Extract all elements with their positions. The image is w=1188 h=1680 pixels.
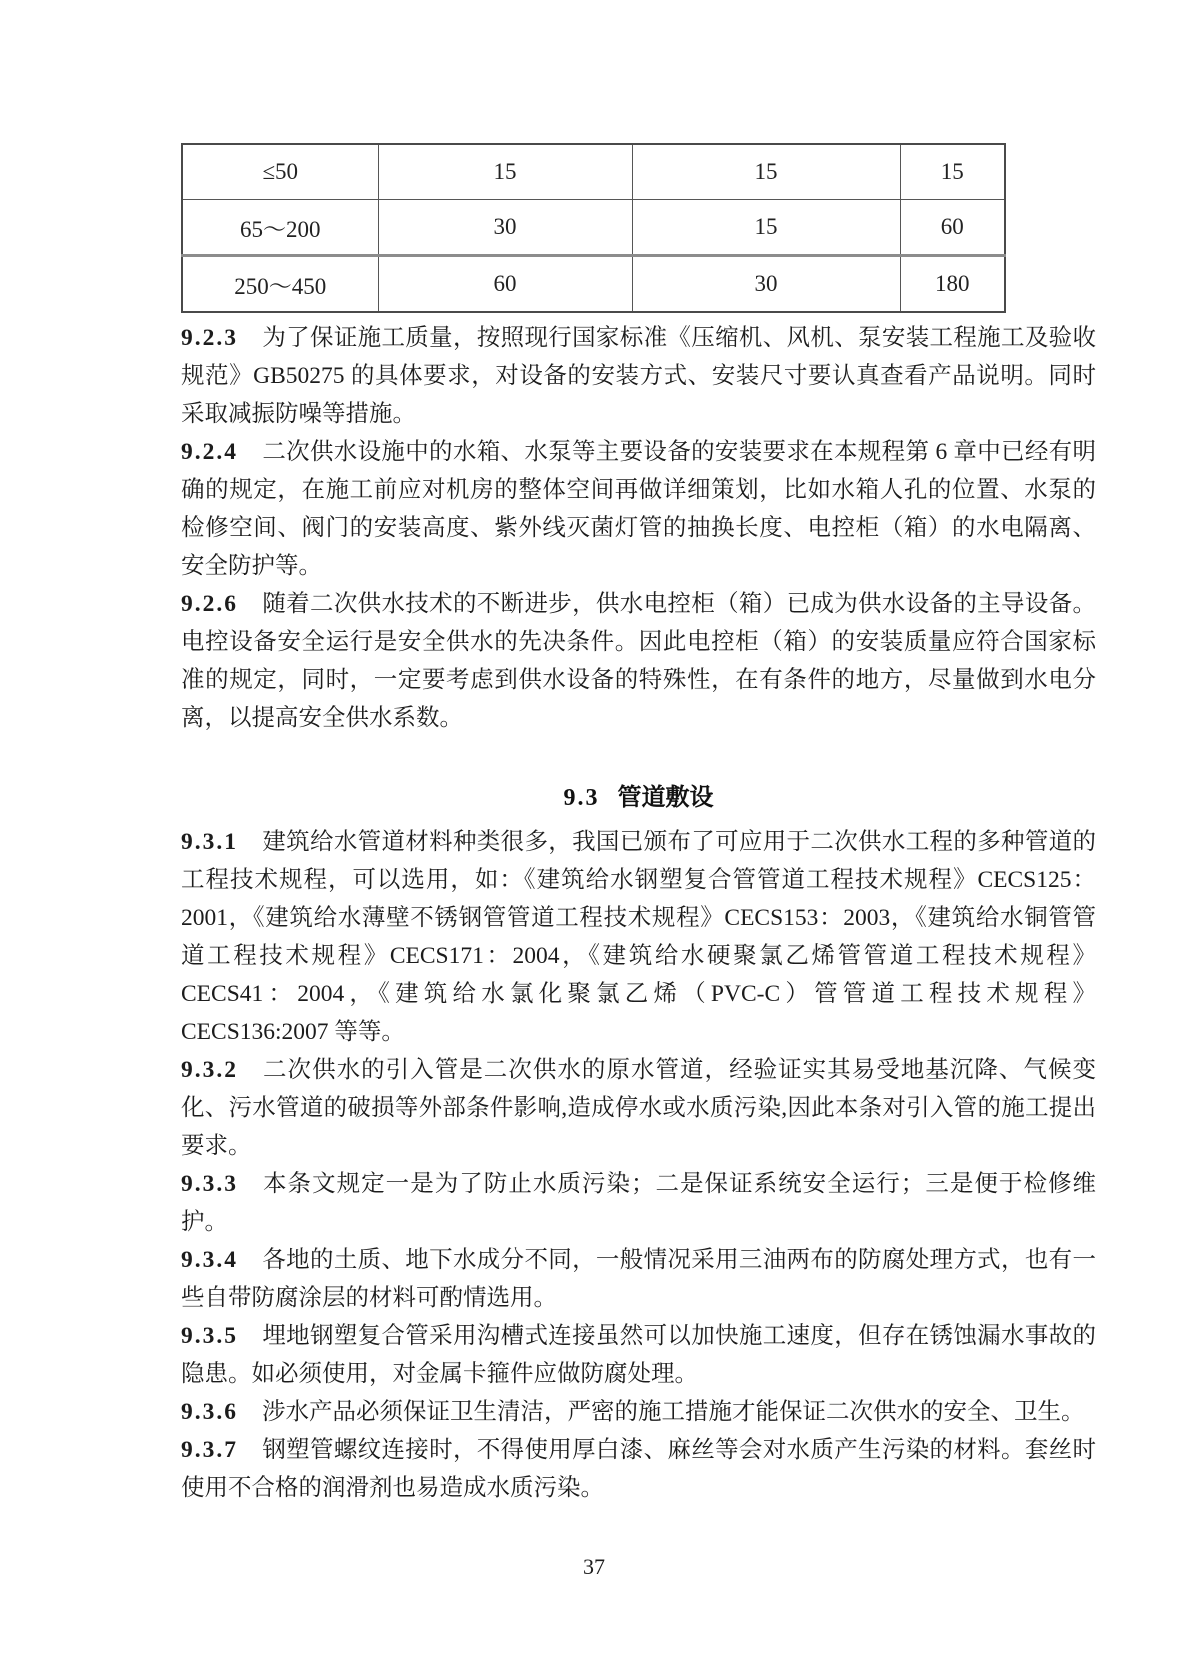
clause-number: 9.2.6 xyxy=(181,591,238,617)
clause-9-3-6 xyxy=(181,1393,1096,1431)
table-row xyxy=(182,144,1005,200)
clause-number: 9.2.4 xyxy=(181,439,238,465)
clause-text: 二次供水设施中的水箱、水泵等主要设备的安装要求在本规程第 6 章中已经有明确的规定，在施工前应对机房的整体空间再做详细策划，比如水箱人孔的位置、水泵的检修空间、阀门的安装高度、紫外线灭菌灯管的抽换长度、电控柜（箱）的水电隔离、安全防护等。 xyxy=(181,439,1096,579)
table-cell: 30 xyxy=(378,200,632,256)
clause-9-3-7 xyxy=(181,1431,1096,1507)
clause-9-2-3 xyxy=(181,319,1096,433)
clause-9-3-1 xyxy=(181,823,1096,1051)
clause-text: 钢塑管螺纹连接时，不得使用厚白漆、麻丝等会对水质产生污染的材料。套丝时使用不合格的润滑剂也易造成水质污染。 xyxy=(181,1437,1096,1501)
clause-text: 二次供水的引入管是二次供水的原水管道，经验证实其易受地基沉降、气候变化、污水管道的破损等外部条件影响,造成停水或水质污染,因此本条对引入管的施工提出要求。 xyxy=(181,1057,1096,1159)
clause-number: 9.3.1 xyxy=(181,829,238,855)
table-cell: 250～450 xyxy=(182,256,378,313)
clause-text: 建筑给水管道材料种类很多，我国已颁布了可应用于二次供水工程的多种管道的工程技术规程，可以选用，如：《建筑给水钢塑复合管管道工程技术规程》CECS125：2001，《建筑给水薄壁不锈钢管管道工程技术规程》CECS153：2003，《建筑给水铜管管道工程技术规程》CECS171：2004，《建筑给水硬聚氯乙烯管管道工程技术规程》CECS41：2004，《建筑给水氯化聚氯乙烯（PVC-C）管管道工程技术规程》CECS136:2007 等等。 xyxy=(181,829,1096,1045)
clause-number: 9.3.4 xyxy=(181,1247,238,1273)
table-cell: 30 xyxy=(632,256,900,313)
table-cell: 180 xyxy=(900,256,1005,313)
clause-number: 9.2.3 xyxy=(181,325,238,351)
table-cell: 15 xyxy=(632,144,900,200)
section-heading-9-3 xyxy=(181,779,1096,817)
clause-text: 为了保证施工质量，按照现行国家标准《压缩机、风机、泵安装工程施工及验收规范》GB50275 的具体要求，对设备的安装方式、安装尺寸要认真查看产品说明。同时采取减振防噪等措施。 xyxy=(181,325,1096,427)
table-cell: 65～200 xyxy=(182,200,378,256)
clause-block-9-2 xyxy=(181,319,1096,737)
clause-9-3-2 xyxy=(181,1051,1096,1165)
clause-number: 9.3.2 xyxy=(181,1057,238,1083)
clause-number: 9.3.5 xyxy=(181,1323,238,1349)
table-cell: ≤50 xyxy=(182,144,378,200)
clause-number: 9.3.3 xyxy=(181,1171,238,1197)
clause-number: 9.3.6 xyxy=(181,1399,238,1425)
table-cell: 15 xyxy=(632,200,900,256)
table-cell: 60 xyxy=(378,256,632,313)
table-cell: 15 xyxy=(900,144,1005,200)
clause-9-2-4 xyxy=(181,433,1096,585)
clause-9-3-4 xyxy=(181,1241,1096,1317)
clause-block-9-3 xyxy=(181,823,1096,1507)
table-cell: 60 xyxy=(900,200,1005,256)
table-cell: 15 xyxy=(378,144,632,200)
clause-9-3-3 xyxy=(181,1165,1096,1241)
section-title: 管道敷设 xyxy=(617,785,714,811)
clause-9-2-6 xyxy=(181,585,1096,737)
page-number: 37 xyxy=(583,1554,605,1579)
clause-text: 涉水产品必须保证卫生清洁，严密的施工措施才能保证二次供水的安全、卫生。 xyxy=(262,1399,1085,1425)
spec-table xyxy=(181,143,1006,313)
table-row xyxy=(182,256,1005,313)
table-row xyxy=(182,200,1005,256)
clause-text: 各地的土质、地下水成分不同，一般情况采用三油两布的防腐处理方式，也有一些自带防腐涂层的材料可酌情选用。 xyxy=(181,1247,1096,1311)
clause-text: 埋地钢塑复合管采用沟槽式连接虽然可以加快施工速度，但存在锈蚀漏水事故的隐患。如必须使用，对金属卡箍件应做防腐处理。 xyxy=(181,1323,1096,1387)
clause-9-3-5 xyxy=(181,1317,1096,1393)
section-number: 9.3 xyxy=(563,785,600,811)
clause-text: 随着二次供水技术的不断进步，供水电控柜（箱）已成为供水设备的主导设备。电控设备安全运行是安全供水的先决条件。因此电控柜（箱）的安装质量应符合国家标准的规定，同时，一定要考虑到供水设备的特殊性，在有条件的地方，尽量做到水电分离，以提高安全供水系数。 xyxy=(181,591,1096,731)
clause-text: 本条文规定一是为了防止水质污染；二是保证系统安全运行；三是便于检修维护。 xyxy=(181,1171,1096,1235)
clause-number: 9.3.7 xyxy=(181,1437,238,1463)
